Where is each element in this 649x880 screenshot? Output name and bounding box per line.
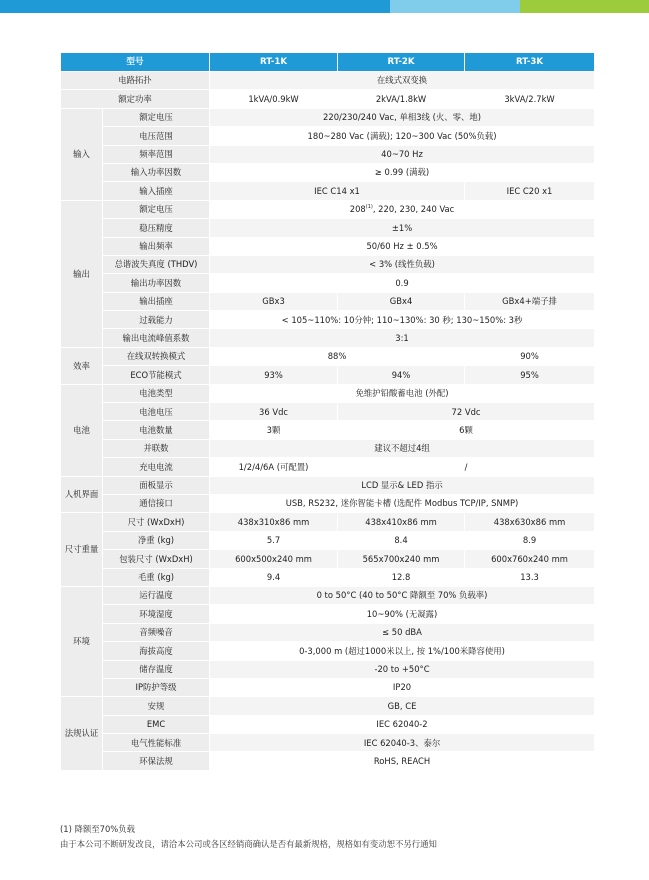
table-row	[61, 403, 595, 421]
spec-table	[60, 52, 595, 771]
table-row	[61, 72, 595, 90]
output-voltage-rest: , 220, 230, 240 Vac	[372, 204, 455, 215]
row-label: 输出插座	[103, 292, 210, 310]
group-label-efficiency: 效率	[61, 347, 103, 384]
row-value: 88%	[210, 347, 465, 365]
row-label: 电压范围	[103, 127, 210, 145]
row-value: 72 Vdc	[338, 403, 595, 421]
row-value: RoHS, REACH	[210, 752, 595, 770]
table-row	[61, 255, 595, 273]
row-value: ≤ 50 dBA	[210, 623, 595, 641]
table-row	[61, 163, 595, 181]
row-value: 220/230/240 Vac, 单相3线 (火、零、地)	[210, 108, 595, 126]
group-label-dimensions: 尺寸重量	[61, 513, 103, 587]
row-value: LCD 显示& LED 指示	[210, 476, 595, 494]
row-value: 600x760x240 mm	[465, 550, 595, 568]
row-value: 95%	[465, 366, 595, 384]
table-row	[61, 752, 595, 770]
row-value: 3颗	[210, 421, 338, 439]
table-row	[61, 494, 595, 512]
table-row	[61, 274, 595, 292]
row-label: 充电电流	[103, 458, 210, 476]
row-value: 438x630x86 mm	[465, 513, 595, 531]
row-label: 输入功率因数	[103, 163, 210, 181]
table-row	[61, 660, 595, 678]
row-value: IEC C14 x1	[210, 182, 465, 200]
footnote-disclaimer: 由于本公司不断研发改良，请洽本公司或各区经销商确认是否有最新规格，规格如有变动恕不另行通知	[60, 839, 437, 849]
row-label: EMC	[103, 715, 210, 733]
row-value: 565x700x240 mm	[338, 550, 465, 568]
table-row	[61, 642, 595, 660]
row-value: IEC C20 x1	[465, 182, 595, 200]
row-label: 环保法规	[103, 752, 210, 770]
table-row	[61, 439, 595, 457]
table-row	[61, 237, 595, 255]
row-label: 电气性能标准	[103, 734, 210, 752]
row-label: 额定电压	[103, 108, 210, 126]
table-row	[61, 586, 595, 604]
row-label: 额定电压	[103, 200, 210, 218]
table-row	[61, 384, 595, 402]
row-value: 0 to 50°C (40 to 50°C 降额至 70% 负载率)	[210, 586, 595, 604]
row-value: USB, RS232, 迷你智能卡槽 (选配件 Modbus TCP/IP, SNMP)	[210, 494, 595, 512]
table-row	[61, 421, 595, 439]
header-rt-2k: RT-2K	[338, 53, 465, 72]
table-row	[61, 329, 595, 347]
row-value: -20 to +50°C	[210, 660, 595, 678]
top-bar-green-segment	[520, 0, 649, 13]
table-row	[61, 513, 595, 531]
table-row	[61, 697, 595, 715]
row-value: GBx4	[338, 292, 465, 310]
row-label: ECO节能模式	[103, 366, 210, 384]
row-value: 免维护铅酸蓄电池 (外配)	[210, 384, 595, 402]
row-value: IP20	[210, 678, 595, 696]
row-label: 电池数量	[103, 421, 210, 439]
table-row	[61, 605, 595, 623]
row-value: 2kVA/1.8kW	[338, 90, 465, 108]
table-row	[61, 90, 595, 108]
row-value: 8.4	[338, 531, 465, 549]
group-label-battery: 电池	[61, 384, 103, 476]
table-row	[61, 219, 595, 237]
row-value: 10~90% (无凝露)	[210, 605, 595, 623]
row-value: 40~70 Hz	[210, 145, 595, 163]
row-label: 包装尺寸 (WxDxH)	[103, 550, 210, 568]
row-value: 93%	[210, 366, 338, 384]
row-label: 电池类型	[103, 384, 210, 402]
row-value: 36 Vdc	[210, 403, 338, 421]
row-value: 9.4	[210, 568, 338, 586]
row-label: 海拔高度	[103, 642, 210, 660]
row-label: 在线双转换模式	[103, 347, 210, 365]
table-row	[61, 347, 595, 365]
row-value: 13.3	[465, 568, 595, 586]
group-label-certification: 法规认证	[61, 697, 103, 771]
row-value: 0-3,000 m (超过1000米以上, 按 1%/100米降容使用)	[210, 642, 595, 660]
row-label: 音频噪音	[103, 623, 210, 641]
row-label: 额定功率	[61, 90, 210, 108]
table-row	[61, 145, 595, 163]
row-label: 输出频率	[103, 237, 210, 255]
row-value: 600x500x240 mm	[210, 550, 338, 568]
row-value: 5.7	[210, 531, 338, 549]
table-row	[61, 292, 595, 310]
top-bar-blue-segment	[0, 0, 390, 13]
row-value: 8.9	[465, 531, 595, 549]
row-label: 电池电压	[103, 403, 210, 421]
table-row	[61, 476, 595, 494]
row-value: 180~280 Vac (满载); 120~300 Vac (50%负载)	[210, 127, 595, 145]
row-value: 438x310x86 mm	[210, 513, 338, 531]
output-voltage-main: 208	[349, 204, 366, 215]
row-value: 1/2/4/6A (可配置)	[210, 458, 338, 476]
footnote-derating: (1) 降额至70%负载	[60, 824, 136, 834]
row-label: 运行温度	[103, 586, 210, 604]
group-label-input: 输入	[61, 108, 103, 200]
table-row	[61, 568, 595, 586]
row-value: < 105~110%: 10分钟; 110~130%: 30 秒; 130~150%: 3秒	[210, 311, 595, 329]
table-row	[61, 734, 595, 752]
row-value: GBx4+端子排	[465, 292, 595, 310]
row-value: IEC 62040-3、泰尔	[210, 734, 595, 752]
row-label: 毛重 (kg)	[103, 568, 210, 586]
row-label: 输出电流峰值系数	[103, 329, 210, 347]
header-model: 型号	[61, 53, 210, 72]
row-value: 90%	[465, 347, 595, 365]
row-value: 3kVA/2.7kW	[465, 90, 595, 108]
table-row	[61, 108, 595, 126]
row-label: 通信接口	[103, 494, 210, 512]
row-value: 12.8	[338, 568, 465, 586]
footnote-mark: (1)	[365, 204, 373, 211]
row-label: 过载能力	[103, 311, 210, 329]
table-row	[61, 531, 595, 549]
row-label: 安规	[103, 697, 210, 715]
header-rt-1k: RT-1K	[210, 53, 338, 72]
row-value: 94%	[338, 366, 465, 384]
row-value	[210, 200, 595, 218]
table-row	[61, 623, 595, 641]
row-value: 建议不超过4组	[210, 439, 595, 457]
row-label: 稳压精度	[103, 219, 210, 237]
group-label-hmi: 人机界面	[61, 476, 103, 513]
row-value: GB, CE	[210, 697, 595, 715]
row-label: 并联数	[103, 439, 210, 457]
row-value: 6颗	[338, 421, 595, 439]
table-row	[61, 200, 595, 218]
row-value: 50/60 Hz ± 0.5%	[210, 237, 595, 255]
table-row	[61, 678, 595, 696]
row-value: ±1%	[210, 219, 595, 237]
row-label: 电路拓扑	[61, 72, 210, 90]
top-bar-light-blue-segment	[390, 0, 520, 13]
header-rt-3k: RT-3K	[465, 53, 595, 72]
table-row	[61, 311, 595, 329]
row-value: GBx3	[210, 292, 338, 310]
row-value: 1kVA/0.9kW	[210, 90, 338, 108]
row-label: 净重 (kg)	[103, 531, 210, 549]
row-value: < 3% (线性负载)	[210, 255, 595, 273]
row-label: 储存温度	[103, 660, 210, 678]
footnotes	[60, 822, 620, 852]
row-value: 3:1	[210, 329, 595, 347]
row-value: 438x410x86 mm	[338, 513, 465, 531]
table-row	[61, 127, 595, 145]
row-label: 环境湿度	[103, 605, 210, 623]
table-row	[61, 366, 595, 384]
row-label: 面板显示	[103, 476, 210, 494]
row-label: IP防护等级	[103, 678, 210, 696]
row-label: 尺寸 (WxDxH)	[103, 513, 210, 531]
table-row	[61, 550, 595, 568]
row-label: 总谐波失真度 (THDV)	[103, 255, 210, 273]
table-row	[61, 182, 595, 200]
table-header-row	[61, 53, 595, 72]
row-value: 在线式双变换	[210, 72, 595, 90]
row-value: ≥ 0.99 (满载)	[210, 163, 595, 181]
row-label: 输入插座	[103, 182, 210, 200]
table-row	[61, 458, 595, 476]
row-value: /	[338, 458, 595, 476]
row-value: 0.9	[210, 274, 595, 292]
group-label-output: 输出	[61, 200, 103, 347]
row-label: 输出功率因数	[103, 274, 210, 292]
table-row	[61, 715, 595, 733]
top-color-bar	[0, 0, 649, 13]
row-label: 频率范围	[103, 145, 210, 163]
group-label-environment: 环境	[61, 586, 103, 696]
row-value: IEC 62040-2	[210, 715, 595, 733]
